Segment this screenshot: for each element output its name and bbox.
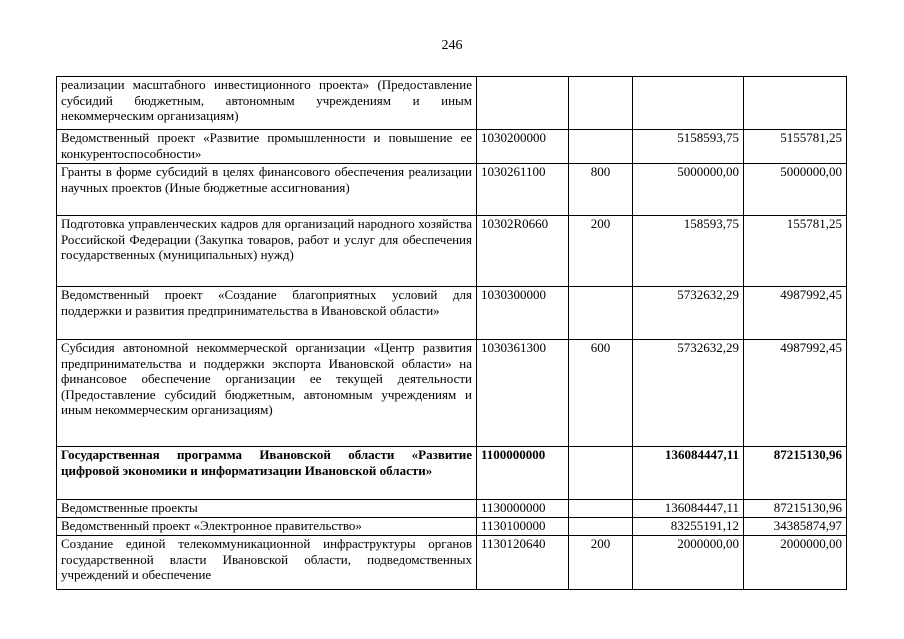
row-sum-year1: 2000000,00 (633, 536, 744, 590)
row-expense-type (569, 287, 633, 340)
table-row (57, 536, 847, 590)
row-sum-year1 (633, 77, 744, 130)
row-sum-year2: 4987992,45 (744, 340, 847, 447)
budget-table-body (57, 77, 847, 590)
table-row (57, 500, 847, 518)
row-name: Ведомственный проект «Электронное правительство» (57, 518, 477, 536)
row-expense-type (569, 500, 633, 518)
row-code: 1030200000 (477, 130, 569, 164)
row-sum-year2: 87215130,96 (744, 447, 847, 500)
row-sum-year1: 136084447,11 (633, 447, 744, 500)
row-expense-type (569, 518, 633, 536)
row-name: Ведомственный проект «Развитие промышленности и повышение ее конкурентоспособности» (57, 130, 477, 164)
row-code: 1130120640 (477, 536, 569, 590)
table-row (57, 77, 847, 130)
row-sum-year2: 87215130,96 (744, 500, 847, 518)
row-sum-year2 (744, 77, 847, 130)
row-name: Ведомственный проект «Создание благоприятных условий для поддержки и развития предпринимательства в Ивановской области» (57, 287, 477, 340)
row-name: Государственная программа Ивановской области «Развитие цифровой экономики и информатизации Ивановской области» (57, 447, 477, 500)
row-code: 10302R0660 (477, 216, 569, 287)
row-name: Субсидия автономной некоммерческой организации «Центр развития предпринимательства и поддержки экспорта Ивановской области» на финансовое обеспечение организации ее текущей деятельности (Предоставление субсидий бюджетным, автономным учреждениям и иным некоммерческим организациям) (57, 340, 477, 447)
row-code: 1130000000 (477, 500, 569, 518)
row-name: Ведомственные проекты (57, 500, 477, 518)
row-expense-type: 800 (569, 164, 633, 216)
row-name: реализации масштабного инвестиционного проекта» (Предоставление субсидий бюджетным, автономным учреждениям и иным некоммерческим организациям) (57, 77, 477, 130)
row-sum-year2: 34385874,97 (744, 518, 847, 536)
budget-table (56, 76, 847, 590)
row-sum-year2: 4987992,45 (744, 287, 847, 340)
table-row (57, 216, 847, 287)
row-code: 1030361300 (477, 340, 569, 447)
row-code: 1030261100 (477, 164, 569, 216)
table-row (57, 130, 847, 164)
row-expense-type: 200 (569, 536, 633, 590)
row-expense-type (569, 130, 633, 164)
row-expense-type (569, 447, 633, 500)
row-sum-year2: 2000000,00 (744, 536, 847, 590)
row-sum-year1: 5158593,75 (633, 130, 744, 164)
row-code: 1130100000 (477, 518, 569, 536)
row-sum-year1: 5732632,29 (633, 340, 744, 447)
row-sum-year1: 83255191,12 (633, 518, 744, 536)
page-number: 246 (441, 38, 463, 53)
row-code (477, 77, 569, 130)
row-sum-year2: 5155781,25 (744, 130, 847, 164)
row-name: Гранты в форме субсидий в целях финансового обеспечения реализации научных проектов (Иные бюджетные ассигнования) (57, 164, 477, 216)
row-name: Подготовка управленческих кадров для организаций народного хозяйства Российской Федерации (Закупка товаров, работ и услуг для обеспечения государственных (муниципальных) нужд) (57, 216, 477, 287)
table-row (57, 287, 847, 340)
row-sum-year1: 5000000,00 (633, 164, 744, 216)
row-expense-type (569, 77, 633, 130)
row-sum-year1: 158593,75 (633, 216, 744, 287)
table-row (57, 518, 847, 536)
table-row (57, 340, 847, 447)
row-sum-year1: 5732632,29 (633, 287, 744, 340)
row-sum-year1: 136084447,11 (633, 500, 744, 518)
table-row (57, 164, 847, 216)
row-code: 1030300000 (477, 287, 569, 340)
row-sum-year2: 155781,25 (744, 216, 847, 287)
row-expense-type: 600 (569, 340, 633, 447)
row-code: 1100000000 (477, 447, 569, 500)
table-row (57, 447, 847, 500)
row-expense-type: 200 (569, 216, 633, 287)
row-name: Создание единой телекоммуникационной инфраструктуры органов государственной власти Ивановской области, подведомственных учреждений и обеспечение (57, 536, 477, 590)
row-sum-year2: 5000000,00 (744, 164, 847, 216)
